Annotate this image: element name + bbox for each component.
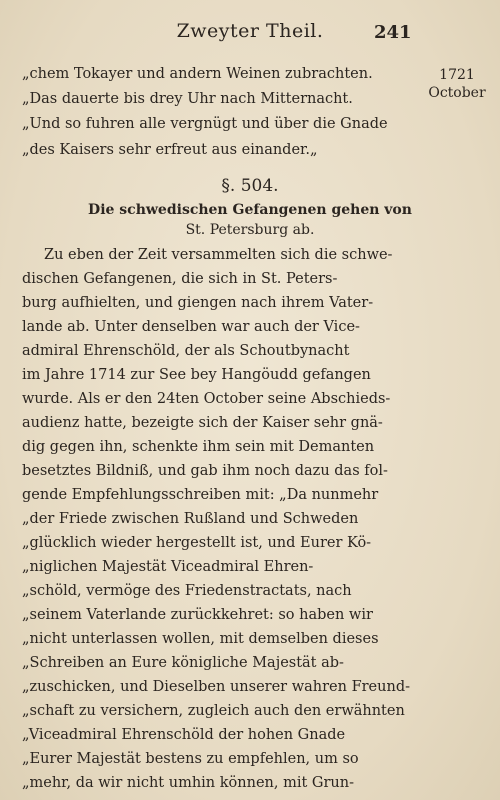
text-line: „schaft zu versichern, zugleich auch den erwähnten (22, 703, 405, 719)
text-line: „nicht unterlassen wollen, mit demselben dieses (22, 631, 379, 647)
text-line: admiral Ehrenschöld, der als Schoutbynacht (22, 343, 350, 359)
text-line: wurde. Als er den 24ten October seine Abschieds- (22, 391, 391, 407)
page-header (0, 20, 500, 46)
running-title: Zweyter Theil. (176, 20, 324, 42)
margin-date-note (422, 66, 492, 102)
text-line: „glücklich wieder hergestellt ist, und Eurer Kö- (22, 535, 372, 551)
text-line: „der Friede zwischen Rußland und Schweden (22, 511, 359, 527)
text-line: „Eurer Majestät bestens zu empfehlen, um so (22, 751, 359, 767)
text-line: Zu eben der Zeit versammelten sich die schwe- (44, 247, 393, 263)
text-line: audienz hatte, bezeigte sich der Kaiser sehr gnä- (22, 415, 383, 431)
text-line: burg aufhielten, und giengen nach ihrem Vater- (22, 295, 374, 311)
section-number: §. 504. (221, 176, 279, 196)
text-line: „Das dauerte bis drey Uhr nach Mitternacht. (22, 91, 353, 107)
text-line: lande ab. Unter denselben war auch der Vice- (22, 319, 360, 335)
text-line: gende Empfehlungsschreiben mit: „Da nunmehr (22, 487, 379, 503)
text-line: dig gegen ihn, schenkte ihm sein mit Demanten (22, 439, 375, 455)
text-line: „Viceadmiral Ehrenschöld der hohen Gnade (22, 727, 346, 743)
text-line: „Und so fuhren alle vergnügt und über die Gnade (22, 116, 388, 132)
section-heading-line-1: Die schwedischen Gefangenen gehen von (88, 202, 412, 218)
text-line: „zuschicken, und Dieselben unserer wahren Freund- (22, 679, 410, 695)
text-line: „seinem Vaterlande zurückkehret: so haben wir (22, 607, 373, 623)
margin-year: 1721 (439, 67, 475, 83)
text-line: „Schreiben an Eure königliche Majestät ab- (22, 655, 344, 671)
text-line: „schöld, vermöge des Friedenstractats, nach (22, 583, 352, 599)
text-line: „des Kaisers sehr erfreut aus einander.„ (22, 142, 318, 158)
page-number: 241 (374, 22, 412, 43)
text-line: „chem Tokayer und andern Weinen zubrachten. (22, 66, 373, 82)
text-line: „niglichen Majestät Viceadmiral Ehren- (22, 559, 314, 575)
text-line: im Jahre 1714 zur See bey Hangöudd gefangen (22, 367, 371, 383)
text-line: besetztes Bildniß, und gab ihm noch dazu das fol- (22, 463, 388, 479)
section-heading-line-2: St. Petersburg ab. (185, 222, 315, 238)
text-line: dischen Gefangenen, die sich in St. Peters- (22, 271, 338, 287)
text-line: „mehr, da wir nicht umhin können, mit Grun- (22, 775, 354, 791)
margin-month: October (428, 85, 486, 101)
